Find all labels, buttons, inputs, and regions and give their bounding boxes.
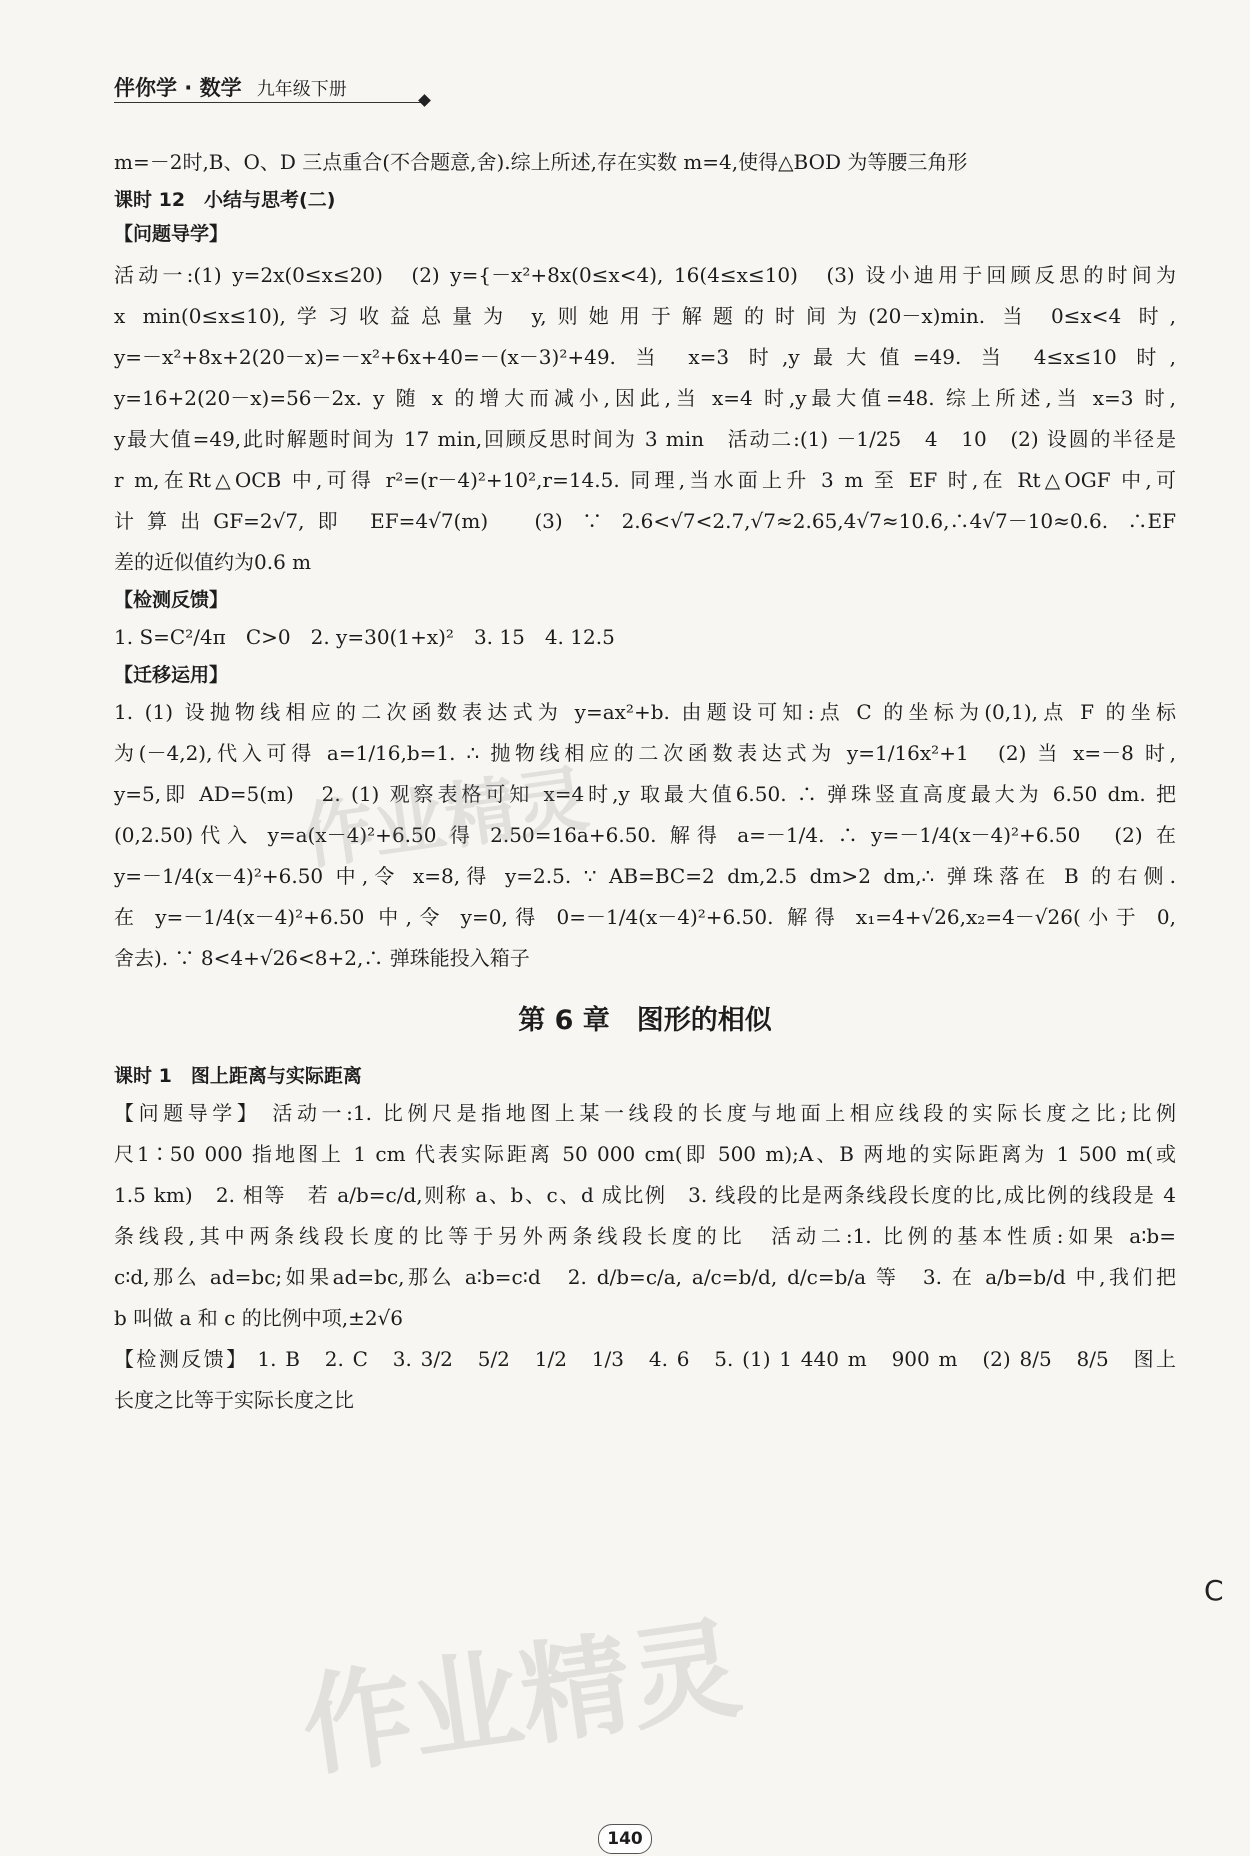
feedback-answers: 1. S=C²/4π C>0 2. y=30(1+x)² 3. 15 4. 12.5	[114, 625, 615, 649]
lesson-1-title: 课时 1 图上距离与实际距离	[114, 1065, 362, 1087]
text-line: 1.5 km) 2. 相等 若 a/b=c/d,则称 a、b、c、d 成比例 3. 线段的比是两条线段长度的比,成比例的线段是 4	[114, 1183, 1176, 1207]
side-mark: C	[1204, 1574, 1224, 1607]
text-line: r m,在Rt△OCB 中,可得 r²=(r－4)²+10²,r=14.5. 同理,当水面上升 3 m 至 EF 时,在 Rt△OGF 中,可	[114, 468, 1176, 492]
grade-label: 九年级下册	[256, 79, 347, 100]
book-title: 伴你学 · 数学	[114, 76, 242, 100]
text-line: b 叫做 a 和 c 的比例中项,±2√6	[114, 1306, 404, 1330]
header-diamond-icon	[418, 94, 431, 107]
feedback-heading: 【检测反馈】	[114, 589, 229, 611]
watermark-text: 作业精灵	[294, 1603, 749, 1792]
text-line: 长度之比等于实际长度之比	[114, 1388, 354, 1412]
page-number: 140	[598, 1824, 652, 1854]
problem-heading: 【问题导学】	[114, 223, 229, 245]
running-header	[114, 72, 434, 104]
text-line: 【检测反馈】 1. B 2. C 3. 3/2 5/2 1/2 1/3 4. 6 5. (1) 1 440 m 900 m (2) 8/5 8/5 图上	[114, 1347, 1176, 1371]
text-line: 差的近似值约为0.6 m	[114, 550, 312, 574]
text-line: x min(0≤x≤10),学习收益总量为 y,则她用于解题的时间为(20－x)min. 当 0≤x<4 时,	[114, 304, 1176, 328]
text-line: 条线段,其中两条线段长度的比等于另外两条线段长度的比 活动二:1. 比例的基本性质:如果 a∶b=	[114, 1224, 1176, 1248]
chapter-title: 第 6 章 图形的相似	[518, 1005, 772, 1036]
header-rule	[114, 102, 424, 103]
text-line: y=16+2(20－x)=56－2x. y 随 x 的增大而减小,因此,当 x=4 时,y最大值=48. 综上所述,当 x=3 时,	[114, 386, 1176, 410]
text-line: 1. (1) 设抛物线相应的二次函数表达式为 y=ax²+b. 由题设可知:点 C 的坐标为(0,1),点 F 的坐标	[114, 700, 1176, 724]
text-line: y最大值=49,此时解题时间为 17 min,回顾反思时间为 3 min 活动二:(1) －1/25 4 10 (2) 设圆的半径是	[114, 427, 1176, 451]
text-line: y=－x²+8x+2(20－x)=－x²+6x+40=－(x－3)²+49. 当 x=3 时,y最大值=49. 当 4≤x≤10 时,	[114, 345, 1176, 369]
text-line: c∶d,那么 ad=bc;如果ad=bc,那么 a∶b=c∶d 2. d/b=c/a, a/c=b/d, d/c=b/a 等 3. 在 a/b=b/d 中,我们把	[114, 1265, 1176, 1289]
text-line: 尺1∶50 000 指地图上 1 cm 代表实际距离 50 000 cm(即 500 m);A、B 两地的实际距离为 1 500 m(或	[114, 1142, 1176, 1166]
watermark-text: 作业精灵	[296, 756, 594, 880]
text-line: y=－1/4(x－4)²+6.50 中,令 x=8,得 y=2.5. ∵ AB=BC=2 dm,2.5 dm>2 dm,∴ 弹珠落在 B 的右侧.	[114, 864, 1176, 888]
text-line: (0,2.50)代入 y=a(x－4)²+6.50 得 2.50=16a+6.50. 解得 a=－1/4. ∴ y=－1/4(x－4)²+6.50 (2) 在	[114, 823, 1176, 847]
text-line: 【问题导学】 活动一:1. 比例尺是指地图上某一线段的长度与地面上相应线段的实际长度之比;比例	[114, 1101, 1176, 1125]
text-line: 舍去). ∵ 8<4+√26<8+2,∴ 弹珠能投入箱子	[114, 946, 530, 970]
transfer-heading: 【迁移运用】	[114, 664, 229, 686]
intro-line: m=－2时,B、O、D 三点重合(不合题意,舍).综上所述,存在实数 m=4,使得△BOD 为等腰三角形	[114, 150, 968, 174]
text-line: 活动一:(1) y=2x(0≤x≤20) (2) y={－x²+8x(0≤x<4), 16(4≤x≤10) (3) 设小迪用于回顾反思的时间为	[114, 263, 1176, 287]
page-content	[114, 142, 1176, 1421]
text-line: 计算出GF=2√7,即 EF=4√7(m) (3) ∵ 2.6<√7<2.7,√7≈2.65,4√7≈10.6,∴4√7－10≈0.6. ∴EF	[114, 509, 1176, 533]
text-line: 在 y=－1/4(x－4)²+6.50 中,令 y=0,得 0=－1/4(x－4)²+6.50. 解得 x₁=4+√26,x₂=4－√26(小于 0,	[114, 905, 1176, 929]
lesson-12-title: 课时 12 小结与思考(二)	[114, 189, 336, 211]
text-line: 为(－4,2),代入可得 a=1/16,b=1. ∴ 抛物线相应的二次函数表达式为 y=1/16x²+1 (2) 当 x=－8 时,	[114, 741, 1176, 765]
text-line: y=5,即 AD=5(m) 2. (1) 观察表格可知 x=4时,y 取最大值6.50. ∴ 弹珠竖直高度最大为 6.50 dm. 把	[114, 782, 1176, 806]
